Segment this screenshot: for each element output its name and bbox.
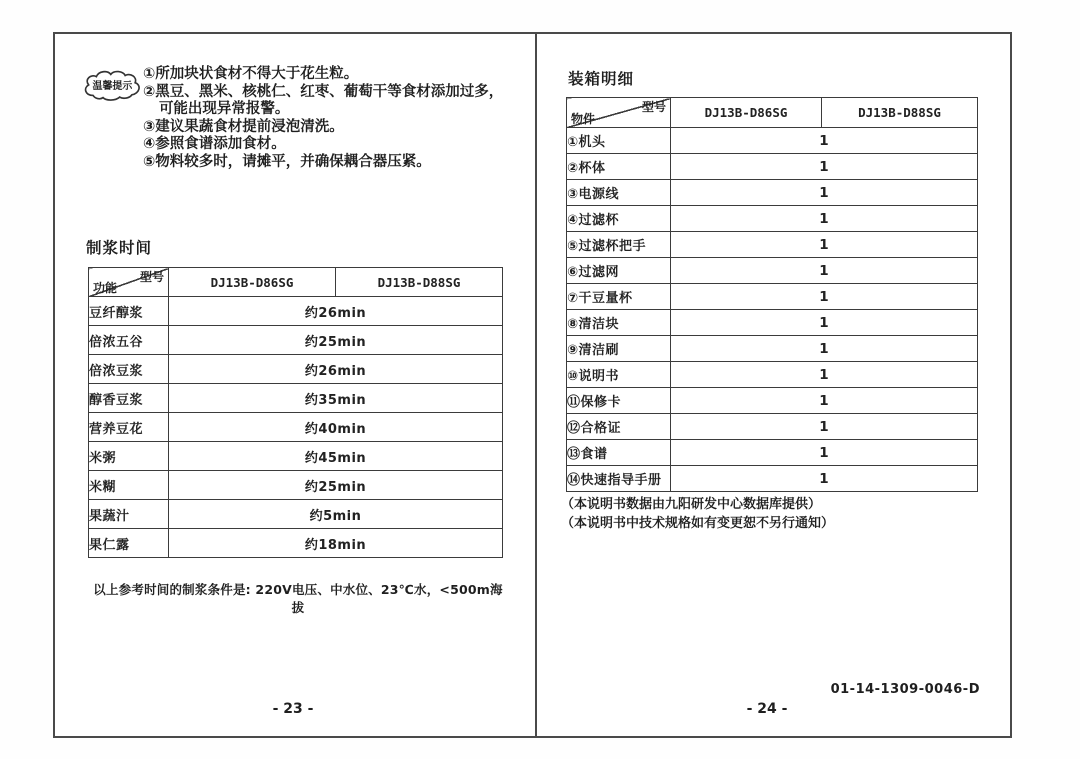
corner-label-item: 物件 xyxy=(571,112,596,126)
function-cell: 果仁露 xyxy=(89,529,169,558)
time-cell: 约35min xyxy=(169,384,503,413)
item-cell: ⑦干豆量杯 xyxy=(567,284,671,310)
quantity-cell: 1 xyxy=(671,128,978,154)
function-cell: 米糊 xyxy=(89,471,169,500)
table-row xyxy=(89,384,503,413)
table-row xyxy=(567,466,978,492)
quantity-cell: 1 xyxy=(671,310,978,336)
packing-notes xyxy=(561,495,981,533)
table-row xyxy=(89,471,503,500)
note-line: （本说明书中技术规格如有变更恕不另行通知） xyxy=(561,516,835,531)
time-cell: 约18min xyxy=(169,529,503,558)
item-cell: ⑩说明书 xyxy=(567,362,671,388)
function-cell: 豆纤醇浆 xyxy=(89,297,169,326)
corner-cell xyxy=(567,98,671,128)
table-header-row xyxy=(567,98,978,128)
page-number-24: - 24 - xyxy=(746,701,788,717)
item-cell: ⑤过滤杯把手 xyxy=(567,232,671,258)
table-row xyxy=(567,284,978,310)
table-row xyxy=(567,180,978,206)
quantity-cell: 1 xyxy=(671,258,978,284)
corner-label-model: 型号 xyxy=(139,270,164,284)
packing-list-title: 装箱明细 xyxy=(568,70,635,88)
table-row xyxy=(567,310,978,336)
item-cell: ③电源线 xyxy=(567,180,671,206)
function-cell: 倍浓豆浆 xyxy=(89,355,169,384)
tips-badge-label: 温馨提示 xyxy=(92,80,133,92)
brewing-conditions-footnote: 以上参考时间的制浆条件是: 220V电压、中水位、23℃水，<500m海拔 xyxy=(93,582,503,615)
function-cell: 果蔬汁 xyxy=(89,500,169,529)
tip-item: ④参照食谱添加食材。 xyxy=(143,136,286,152)
time-cell: 约25min xyxy=(169,471,503,500)
time-cell: 约5min xyxy=(169,500,503,529)
corner-cell xyxy=(89,268,169,297)
corner-label-model: 型号 xyxy=(641,100,666,114)
item-cell: ⑪保修卡 xyxy=(567,388,671,414)
table-row xyxy=(567,362,978,388)
table-row xyxy=(567,206,978,232)
table-row xyxy=(567,440,978,466)
item-cell: ②杯体 xyxy=(567,154,671,180)
tip-item: ⑤物料较多时，请摊平，并确保耦合器压紧。 xyxy=(143,153,431,170)
item-cell: ④过滤杯 xyxy=(567,206,671,232)
function-cell: 米粥 xyxy=(89,442,169,471)
table-row xyxy=(567,232,978,258)
item-cell: ⑫合格证 xyxy=(567,414,671,440)
time-cell: 约26min xyxy=(169,297,503,326)
page-divider-line xyxy=(535,34,537,736)
table-row xyxy=(89,326,503,355)
corner-label-function: 功能 xyxy=(93,281,118,295)
brewing-time-title: 制浆时间 xyxy=(86,239,153,257)
tip-item: ①所加块状食材不得大于花生粒。 xyxy=(143,66,359,82)
time-cell: 约26min xyxy=(169,355,503,384)
model-column-header: DJ13B-D88SG xyxy=(822,98,978,128)
item-cell: ⑬食谱 xyxy=(567,440,671,466)
item-cell: ①机头 xyxy=(567,128,671,154)
function-cell: 倍浓五谷 xyxy=(89,326,169,355)
table-row xyxy=(89,297,503,326)
packing-list-table xyxy=(566,97,978,492)
table-row xyxy=(89,500,503,529)
table-row xyxy=(89,529,503,558)
model-column-header: DJ13B-D86SG xyxy=(169,268,336,297)
table-row xyxy=(89,442,503,471)
brewing-time-table xyxy=(88,267,503,558)
document-code: 01-14-1309-0046-D xyxy=(830,682,980,697)
quantity-cell: 1 xyxy=(671,388,978,414)
quantity-cell: 1 xyxy=(671,414,978,440)
time-cell: 约40min xyxy=(169,413,503,442)
tips-cloud-icon xyxy=(82,68,144,104)
note-line: （本说明书数据由九阳研发中心数据库提供） xyxy=(561,497,822,512)
table-row xyxy=(567,154,978,180)
quantity-cell: 1 xyxy=(671,362,978,388)
table-row xyxy=(89,355,503,384)
function-cell: 醇香豆浆 xyxy=(89,384,169,413)
model-column-header: DJ13B-D86SG xyxy=(671,98,822,128)
quantity-cell: 1 xyxy=(671,284,978,310)
quantity-cell: 1 xyxy=(671,180,978,206)
quantity-cell: 1 xyxy=(671,466,978,492)
table-header-row xyxy=(89,268,503,297)
quantity-cell: 1 xyxy=(671,154,978,180)
time-cell: 约25min xyxy=(169,326,503,355)
item-cell: ⑧清洁块 xyxy=(567,310,671,336)
function-cell: 营养豆花 xyxy=(89,413,169,442)
item-cell: ⑥过滤网 xyxy=(567,258,671,284)
tip-item: ②黑豆、黑米、核桃仁、红枣、葡萄干等食材添加过多，可能出现异常报警。 xyxy=(143,83,504,117)
table-row xyxy=(89,413,503,442)
quantity-cell: 1 xyxy=(671,232,978,258)
table-row xyxy=(567,258,978,284)
page-number-23: - 23 - xyxy=(272,701,314,717)
table-row xyxy=(567,336,978,362)
table-row xyxy=(567,414,978,440)
model-column-header: DJ13B-D88SG xyxy=(336,268,503,297)
quantity-cell: 1 xyxy=(671,336,978,362)
quantity-cell: 1 xyxy=(671,206,978,232)
tips-list xyxy=(143,66,511,171)
item-cell: ⑭快速指导手册 xyxy=(567,466,671,492)
quantity-cell: 1 xyxy=(671,440,978,466)
table-row xyxy=(567,128,978,154)
table-row xyxy=(567,388,978,414)
tip-item: ③建议果蔬食材提前浸泡清洗。 xyxy=(143,118,344,135)
item-cell: ⑨清洁刷 xyxy=(567,336,671,362)
time-cell: 约45min xyxy=(169,442,503,471)
